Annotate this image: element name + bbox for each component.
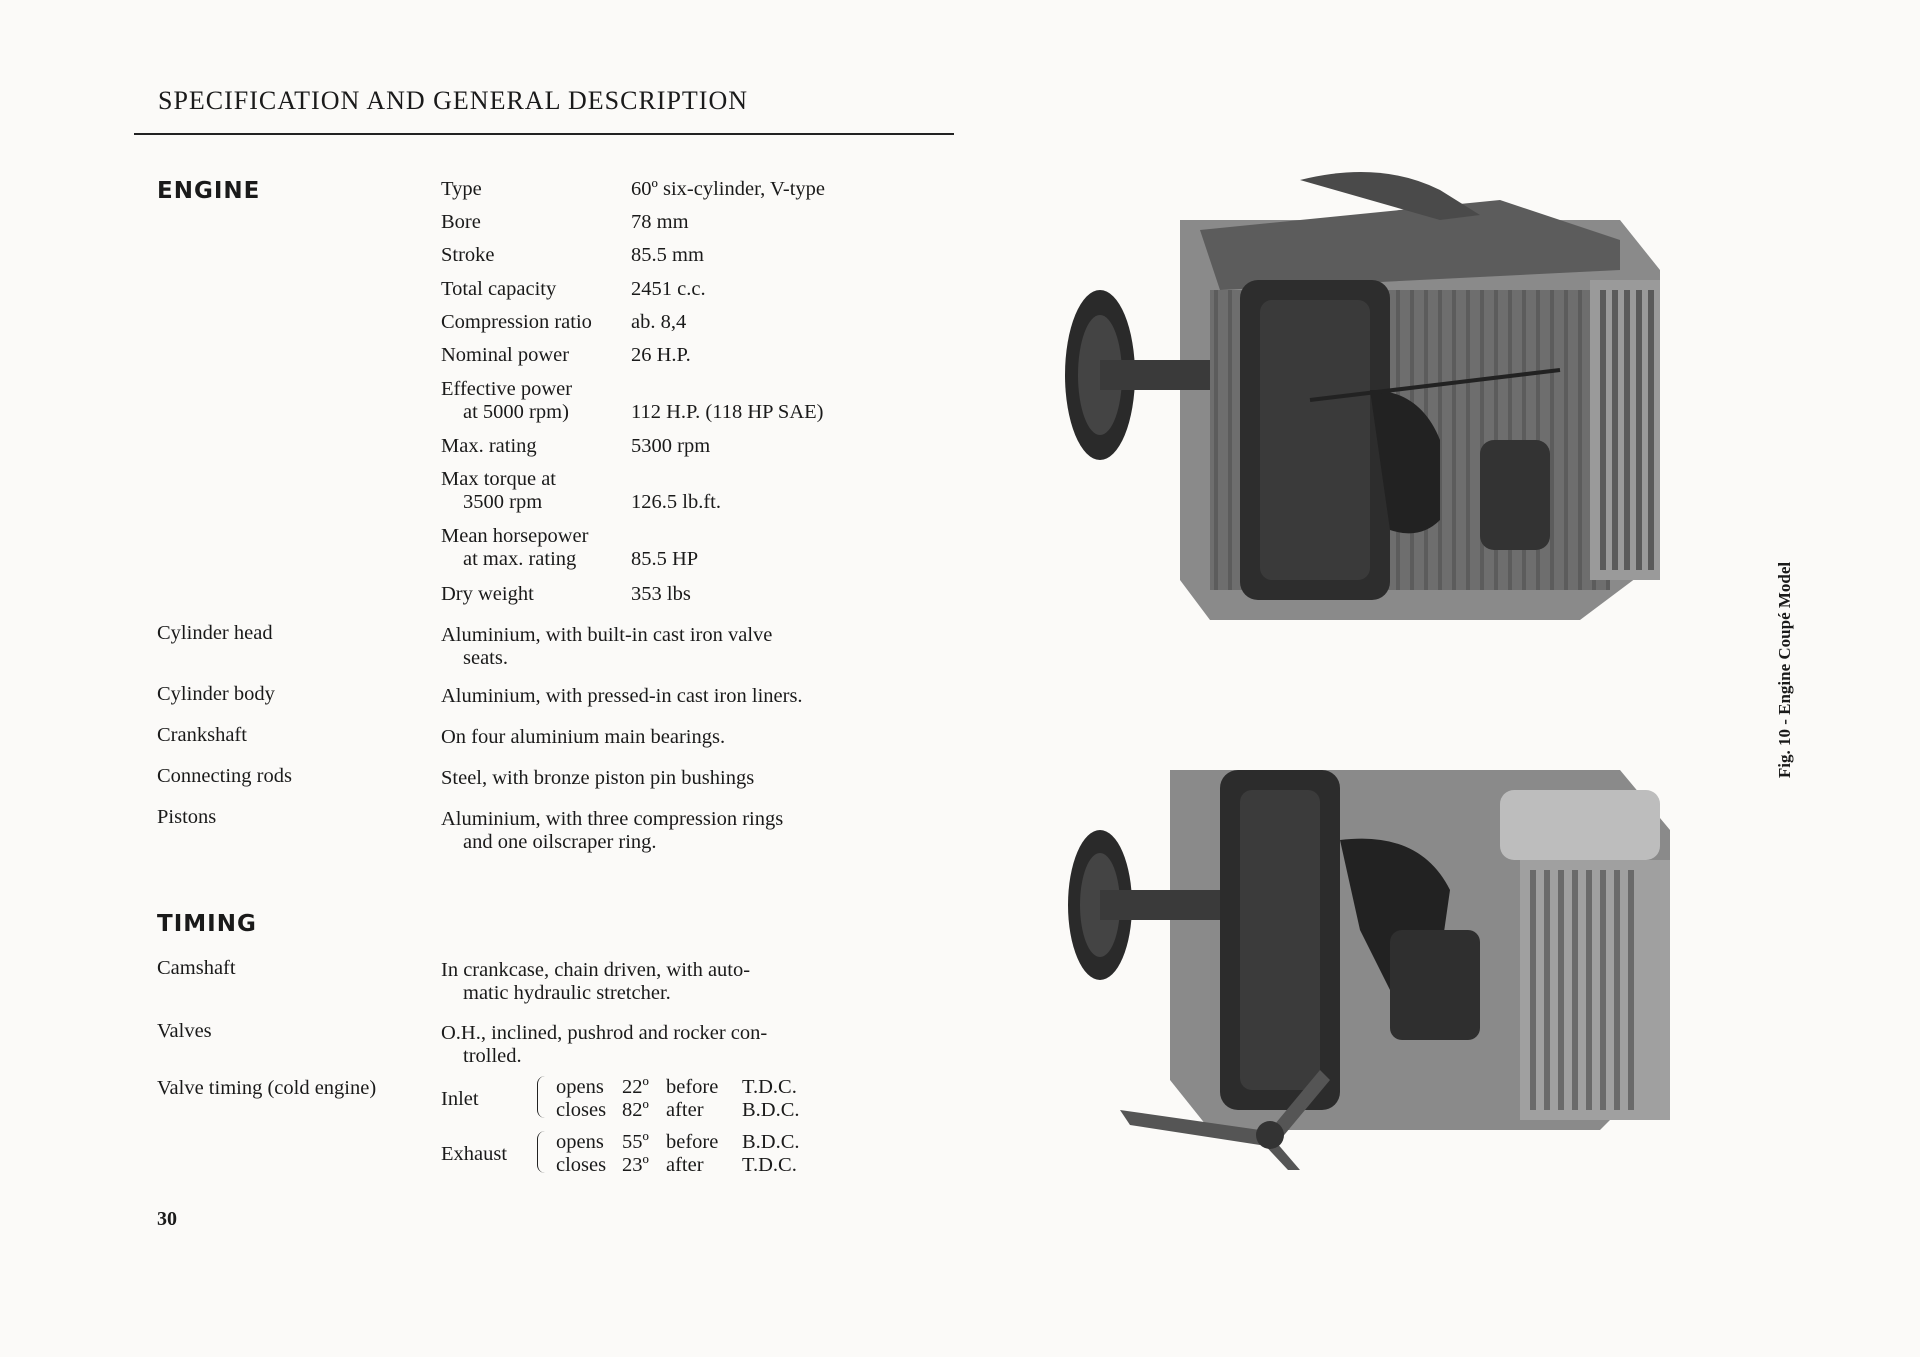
spec-value: 85.5 mm xyxy=(631,244,704,266)
label-connecting-rods: Connecting rods xyxy=(157,765,292,787)
spec-label: Bore xyxy=(441,211,481,233)
spec-label: Stroke xyxy=(441,244,495,266)
spec-label: Type xyxy=(441,178,482,200)
spec-label: Nominal power xyxy=(441,344,570,366)
spec-label: Max. rating xyxy=(441,435,537,457)
spec-value: 5300 rpm xyxy=(631,435,711,457)
spec-value: 78 mm xyxy=(631,211,689,233)
timing-heading: TIMING xyxy=(157,911,257,937)
spec-label: Compression ratio xyxy=(441,311,592,333)
desc-cylinder-body: Aluminium, with pressed-in cast iron liners. xyxy=(441,685,803,707)
engine-heading: ENGINE xyxy=(157,178,261,204)
label-camshaft: Camshaft xyxy=(157,957,236,979)
label-valves: Valves xyxy=(157,1020,212,1042)
engine-photo-top xyxy=(1060,160,1680,650)
spec-value: 85.5 HP xyxy=(631,548,699,570)
desc-valves: O.H., inclined, pushrod and rocker con- trolled. xyxy=(441,1022,768,1067)
header-rule xyxy=(134,133,954,135)
valve-line: opens 55º before B.D.C. xyxy=(556,1131,800,1153)
desc-connecting-rods: Steel, with bronze piston pin bushings xyxy=(441,767,755,789)
spec-value: 112 H.P. (118 HP SAE) xyxy=(631,401,824,423)
page-header: SPECIFICATION AND GENERAL DESCRIPTION xyxy=(158,86,749,115)
figure-caption: Fig. 10 - Engine Coupé Model xyxy=(1775,561,1794,779)
spec-label: Mean horsepower at max. rating xyxy=(441,525,589,570)
spec-value: 60º six-cylinder, V-type xyxy=(631,178,825,200)
desc-cylinder-head: Aluminium, with built-in cast iron valve seats. xyxy=(441,624,773,669)
desc-camshaft: In crankcase, chain driven, with auto- matic hydraulic stretcher. xyxy=(441,959,751,1004)
brace xyxy=(537,1131,548,1173)
label-pistons: Pistons xyxy=(157,806,217,828)
spec-value: 26 H.P. xyxy=(631,344,691,366)
engine-photo-bottom xyxy=(1060,730,1680,1170)
page-number: 30 xyxy=(157,1208,177,1230)
spec-label: Effective power at 5000 rpm) xyxy=(441,378,573,423)
spec-value: ab. 8,4 xyxy=(631,311,687,333)
valve-line: closes 82º after B.D.C. xyxy=(556,1099,800,1121)
spec-label: Total capacity xyxy=(441,278,557,300)
spec-value: 353 lbs xyxy=(631,583,691,605)
valve-group-name: Inlet xyxy=(441,1088,479,1110)
spec-label: Max torque at 3500 rpm xyxy=(441,468,556,513)
desc-crankshaft: On four aluminium main bearings. xyxy=(441,726,726,748)
label-cylinder-head: Cylinder head xyxy=(157,622,273,644)
spec-value: 126.5 lb.ft. xyxy=(631,491,721,513)
label-crankshaft: Crankshaft xyxy=(157,724,247,746)
valve-line: closes 23º after T.D.C. xyxy=(556,1154,797,1176)
desc-pistons: Aluminium, with three compression rings and one oilscraper ring. xyxy=(441,808,784,853)
spec-value: 2451 c.c. xyxy=(631,278,706,300)
valve-group-name: Exhaust xyxy=(441,1143,508,1165)
label-valve-timing: Valve timing (cold engine) xyxy=(157,1077,377,1099)
label-cylinder-body: Cylinder body xyxy=(157,683,275,705)
valve-line: opens 22º before T.D.C. xyxy=(556,1076,797,1098)
spec-label: Dry weight xyxy=(441,583,534,605)
brace xyxy=(537,1076,548,1118)
